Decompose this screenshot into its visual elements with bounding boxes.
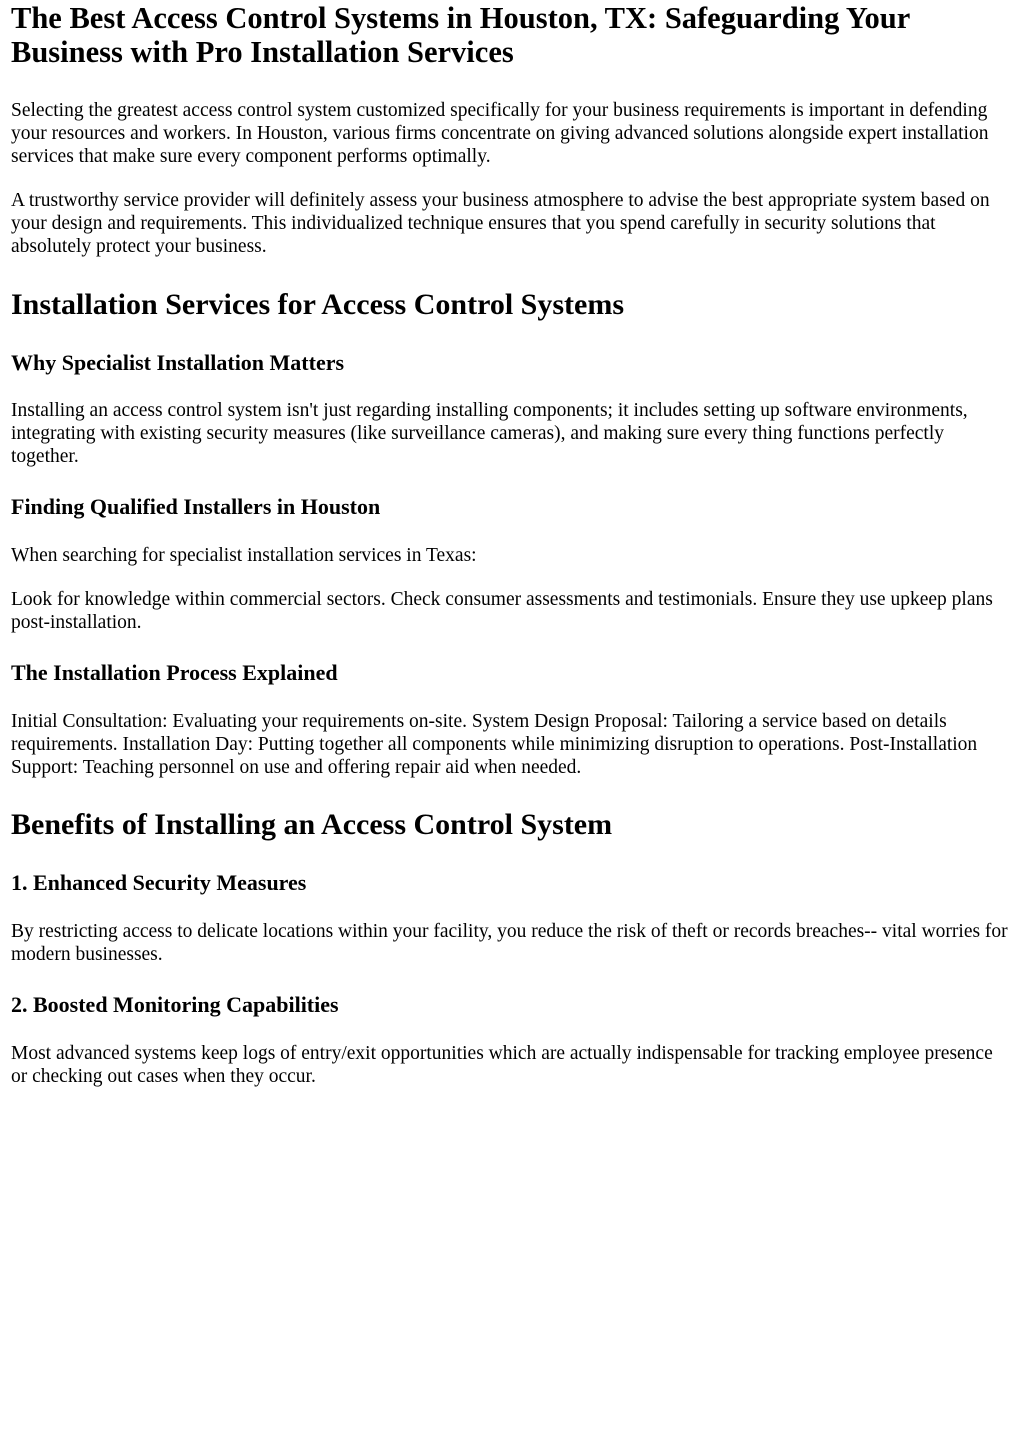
installation-section (11, 288, 1013, 779)
why-installation-paragraph: Installing an access control system isn't just regarding installing components; it includes setting up software environments, integrating with existing security measures (like surveillance cameras), and making sure every thing functions perfectly together. (11, 400, 968, 467)
installation-process-heading: The Installation Process Explained (11, 660, 338, 685)
why-installation-heading: Why Specialist Installation Matters (11, 350, 345, 375)
enhanced-security-paragraph: By restricting access to delicate locations within your facility, you reduce the risk of theft or records breaches-- vital worries for modern businesses. (11, 921, 1008, 965)
finding-installers-paragraph-1: When searching for specialist installation services in Texas: (11, 545, 477, 566)
benefits-section-heading: Benefits of Installing an Access Control System (11, 808, 613, 841)
monitoring-heading: 2. Boosted Monitoring Capabilities (11, 992, 339, 1017)
intro-paragraph-1: Selecting the greatest access control system customized specifically for your business requirements is important in defending your resources and workers. In Houston, various firms concentrate on giving advanced solutions alongside expert installation services that make sure every component performs optimally. (11, 100, 989, 167)
finding-installers-paragraph-2: Look for knowledge within commercial sectors. Check consumer assessments and testimonials. Ensure they use upkeep plans post-installation. (11, 589, 993, 633)
benefits-section (11, 808, 1013, 1088)
installation-process-paragraph: Initial Consultation: Evaluating your requirements on-site. System Design Proposal: Tailoring a service based on details requirements. Installation Day: Putting together all components while minimizing disruption to operations. Post-Installation Support: Teaching personnel on use and offering repair aid when needed. (11, 711, 978, 778)
intro-paragraph-2: A trustworthy service provider will definitely assess your business atmosphere to advise the best appropriate system based on your design and requirements. This individualized technique ensures that you spend carefully in security solutions that absolutely protect your business. (11, 190, 990, 257)
enhanced-security-heading: 1. Enhanced Security Measures (11, 870, 307, 895)
finding-installers-heading: Finding Qualified Installers in Houston (11, 494, 381, 519)
monitoring-paragraph: Most advanced systems keep logs of entry/exit opportunities which are actually indispensable for tracking employee presence or checking out cases when they occur. (11, 1043, 993, 1087)
page-title: The Best Access Control Systems in Houston, TX: Safeguarding Your Business with Pro Installation Services (11, 1, 910, 69)
installation-section-heading: Installation Services for Access Control Systems (11, 288, 625, 321)
